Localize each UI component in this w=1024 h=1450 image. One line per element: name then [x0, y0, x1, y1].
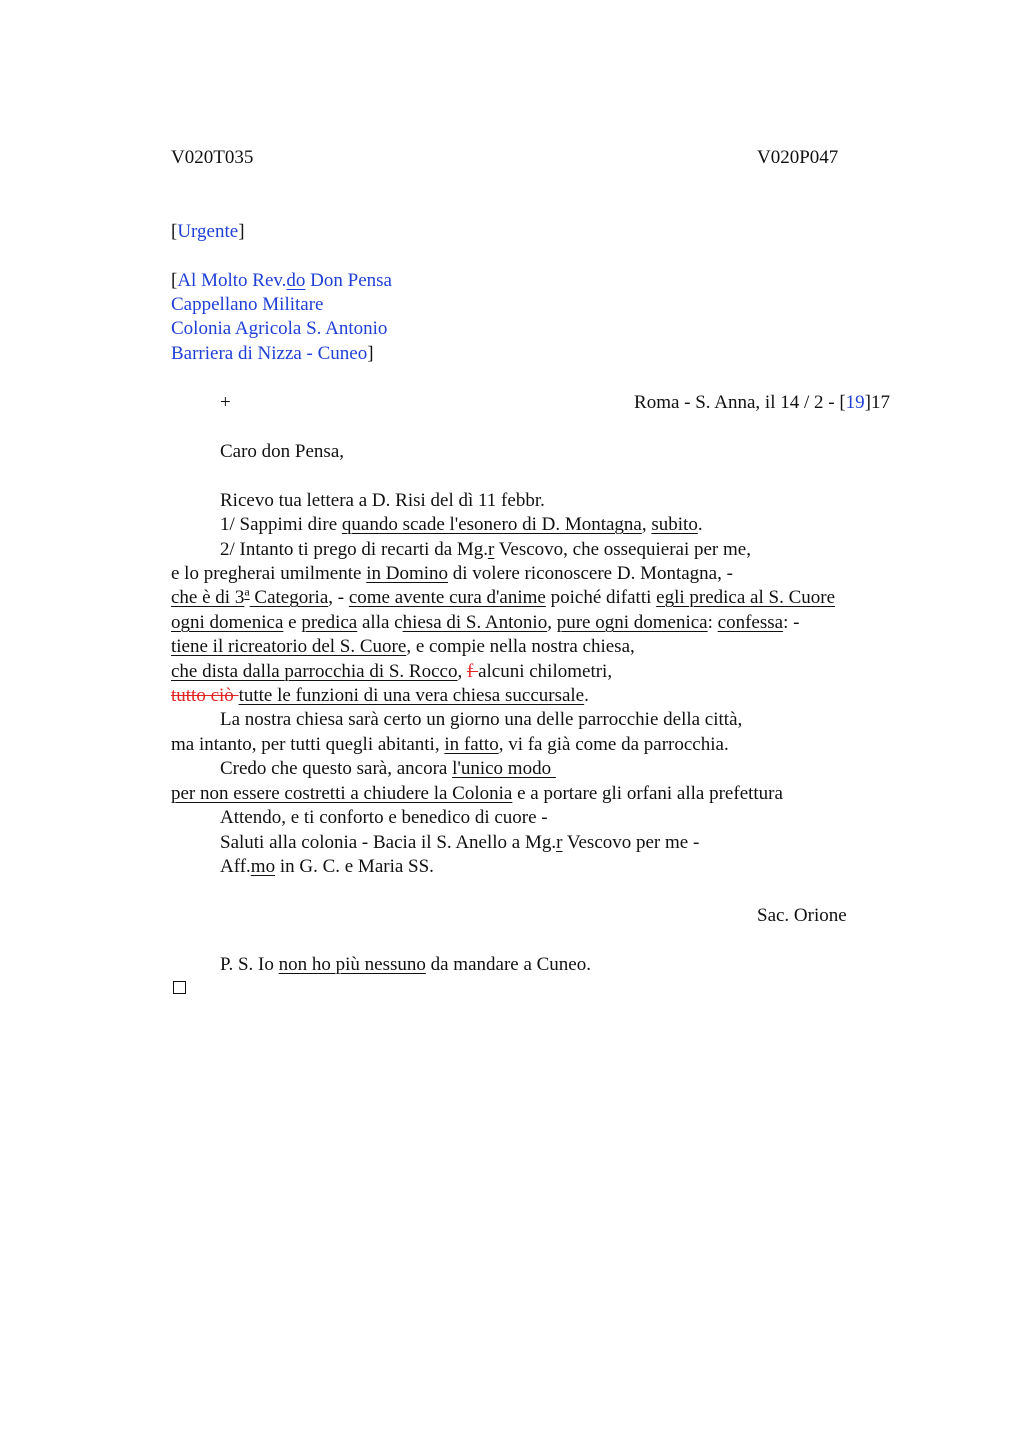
body-line: La nostra chiesa sarà certo un giorno una delle parrocchie della città, — [220, 709, 743, 730]
salutation: Caro don Pensa, — [220, 441, 345, 462]
body-line: Attendo, e ti conforto e benedico di cuore - — [220, 807, 548, 828]
dateline: Roma - S. Anna, il 14 / 2 - [19]17 — [634, 392, 890, 413]
address-line-3: Colonia Agricola S. Antonio — [171, 318, 388, 339]
address-line-4: Barriera di Nizza - Cuneo] — [171, 343, 374, 364]
document-code-right: V020P047 — [757, 147, 839, 168]
closing-line: Aff.mo in G. C. e Maria SS. — [220, 856, 434, 877]
checkbox-square-icon — [173, 981, 186, 994]
body-line: ma intanto, per tutti quegli abitanti, in fatto, vi fa già come da parrocchia. — [171, 734, 729, 755]
body-line: che è di 3$^a$ Categoria, - come avente cura d'anime poiché difatti egli predica al S. Cuore — [171, 584, 835, 608]
body-line: 1/ Sappimi dire quando scade l'esonero di D. Montagna, subito. — [220, 514, 703, 535]
postscript: P. S. Io non ho più nessuno da mandare a Cuneo. — [220, 954, 591, 975]
body-line: che dista dalla parrocchia di S. Rocco, f alcuni chilometri, — [171, 661, 613, 682]
urgent-note: [Urgente] — [171, 221, 245, 242]
document-code-left: V020T035 — [171, 147, 254, 168]
body-line: 2/ Intanto ti prego di recarti da Mg.r Vescovo, che ossequierai per me, — [220, 539, 751, 560]
address-line-1: [Al Molto Rev.do Don Pensa — [171, 270, 392, 291]
body-line: tutto ciò tutte le funzioni di una vera chiesa succursale. — [171, 685, 589, 706]
body-line: Credo che questo sarà, ancora l'unico modo — [220, 758, 556, 779]
signature: Sac. Orione — [757, 905, 847, 926]
cross-mark: + — [220, 392, 231, 413]
body-line: ogni domenica e predica alla chiesa di S. Antonio, pure ogni domenica: confessa: - — [171, 612, 800, 633]
body-line: Saluti alla colonia - Bacia il S. Anello a Mg.r Vescovo per me - — [220, 832, 700, 853]
struck-text: tutto ciò — [171, 685, 239, 706]
body-line: per non essere costretti a chiudere la Colonia e a portare gli orfani alla prefettura — [171, 783, 783, 804]
body-line: tiene il ricreatorio del S. Cuore, e compie nella nostra chiesa, — [171, 636, 635, 657]
address-line-2: Cappellano Militare — [171, 294, 324, 315]
body-line: e lo pregherai umilmente in Domino di volere riconoscere D. Montagna, - — [171, 563, 733, 584]
struck-text: f — [466, 661, 479, 682]
body-line: Ricevo tua lettera a D. Risi del dì 11 febbr. — [220, 490, 545, 511]
